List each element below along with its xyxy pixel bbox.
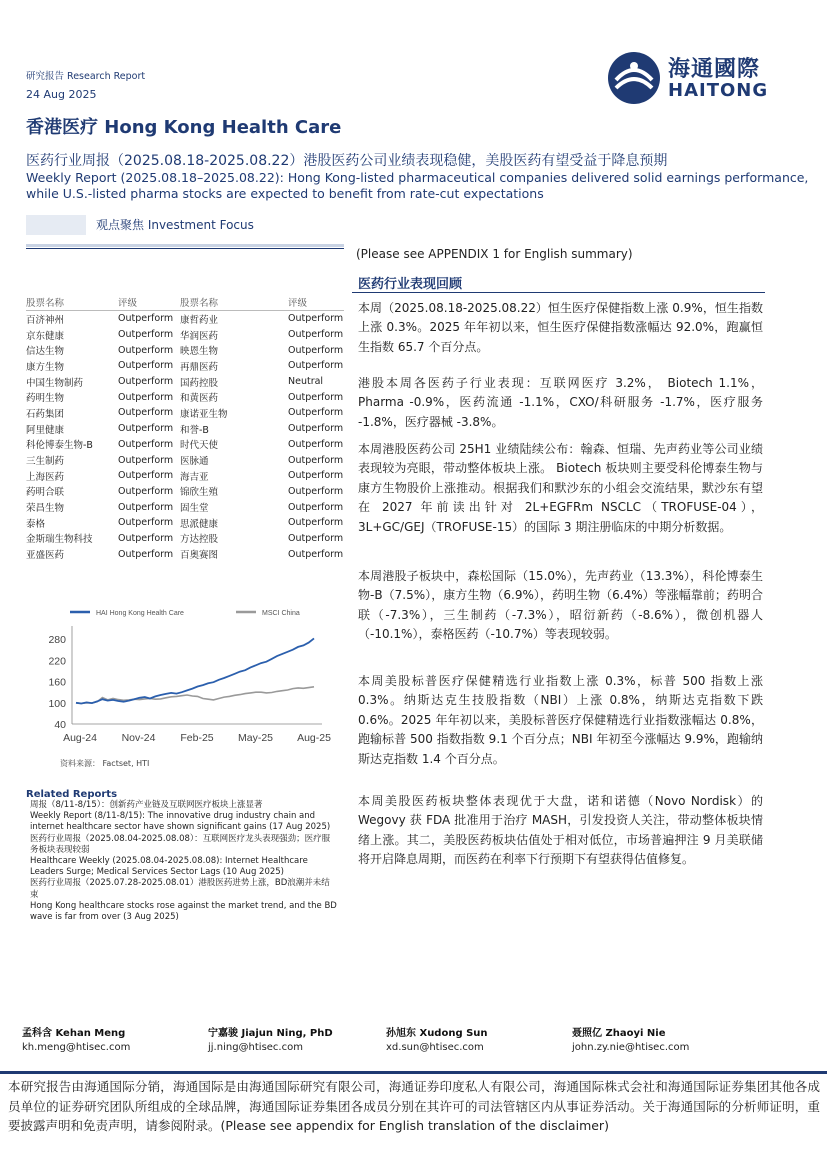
stock-name: 百济神州 (26, 314, 65, 326)
stock-rating: Outperform (288, 407, 344, 419)
stock-rating: Outperform (288, 454, 344, 466)
series-line-msci-china (76, 687, 314, 704)
related-report-item[interactable]: Hong Kong healthcare stocks rose against the market trend, and the BD wave is far from over (3 Aug 2025) (30, 900, 337, 923)
stock-rating: Outperform (288, 470, 344, 482)
stock-name: 方达控股 (180, 534, 219, 546)
stock-name: 映恩生物 (180, 346, 219, 358)
stock-name: 锦欣生殖 (180, 487, 219, 499)
stock-rating: Outperform (288, 501, 344, 513)
focus-bar (26, 215, 86, 235)
stock-rating: Outperform (118, 423, 174, 435)
paragraph-4: 本周港股子板块中，森松国际（15.0%），先声药业（13.3%），科伦博泰生物-B（7.5%），康方生物（6.9%），药明生物（6.4%）等涨幅靠前；药明合联（-7.3%），三生制药（-7.3%），昭衍新药（-8.6%），微创机器人（-10.1%），泰格医药（-10.7%）等表现较弱。 (358, 569, 763, 642)
table-row (26, 311, 344, 327)
stock-rating: Outperform (118, 454, 174, 466)
stock-rating: Outperform (118, 470, 174, 482)
stock-name: 中国生物制药 (26, 377, 84, 389)
stock-name: 和黄医药 (180, 393, 219, 405)
stock-rating: Outperform (118, 360, 174, 372)
analyst-1 (22, 1027, 130, 1055)
table-row (26, 342, 344, 358)
stock-rating: Outperform (288, 423, 344, 435)
stock-rating: Outperform (118, 376, 174, 388)
stock-name: 华润医药 (180, 330, 219, 342)
title-cn: 医药行业周报（2025.08.18-2025.08.22）港股医药公司业绩表现稳健，美股医药有望受益于降息预期 (26, 153, 668, 169)
related-report-item[interactable]: Weekly Report (8/11-8/15): The innovative drug industry chain and internet healthcare sector have shown significant gains (17 Aug 2025) (30, 811, 331, 833)
stock-name: 国药控股 (180, 377, 219, 389)
report-date: 24 Aug 2025 (26, 88, 97, 101)
y-tick-label: 100 (48, 697, 66, 710)
x-tick-label: Aug-24 (63, 732, 97, 744)
stock-name: 石药集团 (26, 408, 65, 420)
section-title: 医药行业表现回顾 (358, 277, 463, 292)
paragraph-3: 本周港股医药公司 25H1 业绩陆续公布：翰森、恒瑞、先声药业等公司业绩表现较为亮眼，带动整体板块上涨。 Biotech 板块则主要受科伦博泰生物与康方生物股价上涨推动。根据我们和默沙东的小组会交流结果，默沙东有望在 2027 年前读出针对 2L+EGFRm NSCLC（TROFUSE-04），3L+GC/GEJ（TROFUSE-15）的国际 3 期注册临床的中期分析数据。 (358, 442, 763, 534)
stock-name: 再鼎医药 (180, 361, 219, 373)
stock-name: 海吉亚 (180, 471, 209, 483)
disclaimer: 本研究报告由海通国际分销，海通国际是由海通国际研究有限公司，海通证券印度私人有限公司，海通国际株式会社和海通国际证券集团其他各成员单位的证券研究团队所组成的全球品牌，海通国际证券集团各成员分别在其许可的司法管辖区内从事证券活动。关于海通国际的分析师证明，重要披露声明和免责声明，请参阅附录。(Please see appendix for English translation of the disclaimer) (8, 1079, 820, 1133)
y-tick-label: 220 (48, 655, 66, 668)
logo-en: HAITONG (668, 80, 769, 101)
stock-name: 信达生物 (26, 346, 65, 358)
haitong-logo-icon (606, 50, 662, 106)
stock-rating: Outperform (118, 329, 174, 341)
stock-rating: Outperform (288, 532, 344, 544)
related-report-item[interactable]: Healthcare Weekly (2025.08.04-2025.08.08): Internet Healthcare Leaders Surge; Medical Services Sector Lags (10 Aug 2025) (30, 856, 308, 878)
table-row (26, 405, 344, 421)
stock-rating: Outperform (118, 517, 174, 529)
stock-rating: Outperform (118, 532, 174, 544)
left-divider-line (26, 248, 344, 249)
stock-name: 固生堂 (180, 503, 209, 515)
stock-name: 科伦博泰生物-B (26, 440, 93, 452)
stock-name: 时代天使 (180, 440, 219, 452)
header-stock-1: 股票名称 (26, 294, 118, 311)
stock-name: 阿里健康 (26, 424, 65, 436)
related-report-item[interactable]: 医药行业周报（2025.08.04-2025.08.08）：互联网医疗龙头表现强劲；医疗服务板块表现较弱 (30, 833, 331, 855)
related-report-item[interactable]: 医药行业周报（2025.07.28-2025.08.01）港股医药进势上涨，BD浪潮并未结束 (30, 878, 330, 900)
table-row (26, 531, 344, 547)
chart-source: 资料来源： Factset, HTI (60, 759, 150, 768)
stock-rating: Outperform (288, 391, 344, 403)
table-row (26, 437, 344, 453)
table-row (26, 484, 344, 500)
legend-label: HAI Hong Kong Health Care (96, 610, 184, 617)
stock-name: 百奥赛图 (180, 550, 219, 562)
footer-divider (0, 1071, 827, 1074)
paragraph-6: 本周美股医药板块整体表现优于大盘，诺和诺德（Novo Nordisk）的 Wegovy 获 FDA 批准用于治疗 MASH，引发投资人关注，带动整体板块情绪上涨。其二，美股医药板块估值处于相对低位，市场普遍押注 9 月美联储将开启降息周期，而医药在利率下行预期下有望获得估值修复。 (358, 794, 763, 867)
stock-rating: Outperform (118, 548, 174, 560)
stock-rating: Neutral (288, 376, 324, 388)
y-tick-label: 280 (48, 634, 66, 647)
stock-name: 亚盛医药 (26, 550, 65, 562)
stock-name: 上海医药 (26, 471, 65, 483)
stock-rating: Outperform (288, 313, 344, 325)
stock-rating: Outperform (118, 313, 174, 325)
stock-name: 药明生物 (26, 393, 65, 405)
stock-name: 康诺亚生物 (180, 408, 228, 420)
analyst-name: 孟科含 Kehan Meng (22, 1028, 126, 1039)
analyst-email[interactable]: jj.ning@htisec.com (208, 1042, 303, 1053)
stock-rating: Outperform (288, 438, 344, 450)
table-row (26, 515, 344, 531)
header-stock-2: 股票名称 (180, 294, 288, 311)
stock-rating: Outperform (288, 517, 344, 529)
stock-name: 医脉通 (180, 456, 209, 468)
stock-rating: Outperform (118, 501, 174, 513)
table-row (26, 327, 344, 343)
haitong-logo (606, 50, 776, 106)
related-report-item[interactable]: 周报（8/11-8/15）：创新药产业链及互联网医疗板块上涨显著 (30, 800, 263, 810)
stock-rating: Outperform (118, 344, 174, 356)
legend-label: MSCI China (262, 610, 300, 617)
stock-name: 和誉-B (180, 424, 209, 436)
stock-rating: Outperform (288, 360, 344, 372)
stock-rating: Outperform (118, 438, 174, 450)
stock-name: 三生制药 (26, 456, 65, 468)
ratings-header-row (26, 294, 344, 311)
stock-rating: Outperform (288, 329, 344, 341)
sector-title: 香港医疗 Hong Kong Health Care (26, 117, 342, 138)
focus-label: 观点聚焦 Investment Focus (96, 218, 254, 232)
analyst-4 (572, 1027, 689, 1055)
x-tick-label: Nov-24 (121, 732, 156, 744)
series-line-hai-hk-health-care (76, 638, 314, 703)
ratings-body (26, 311, 344, 563)
table-row (26, 389, 344, 405)
stock-name: 金斯瑞生物科技 (26, 534, 93, 546)
stock-name: 荣昌生物 (26, 503, 65, 515)
paragraph-2: 港股本周各医药子行业表现：互联网医疗 3.2%， Biotech 1.1%， Pharma -0.9%，医药流通 -1.1%，CXO/科研服务 -1.7%，医疗服务 -1.8%，医疗器械 -3.8%。 (358, 376, 763, 429)
analyst-email[interactable]: john.zy.nie@htisec.com (572, 1042, 690, 1053)
table-row (26, 421, 344, 437)
table-row (26, 499, 344, 515)
stock-name: 京东健康 (26, 330, 65, 342)
analyst-name: 聂照亿 Zhaoyi Nie (572, 1028, 666, 1039)
header-rating-1: 评级 (118, 294, 180, 311)
x-tick-label: May-25 (237, 732, 274, 744)
stock-name: 康哲药业 (180, 314, 219, 326)
header-rating-2: 评级 (288, 294, 344, 311)
title-en: Weekly Report (2025.08.18–2025.08.22): Hong Kong-listed pharmaceutical companies delivered solid earnings performance, while U.S.-listed pharma stocks are expected to benefit from rate-cut expectations (26, 170, 809, 201)
stock-rating: Outperform (118, 485, 174, 497)
stock-name: 康方生物 (26, 361, 65, 373)
table-row (26, 358, 344, 374)
paragraph-5: 本周美股标普医疗保健精选行业指数上涨 0.3%，标普 500 指数上涨 0.3%。纳斯达克生技股指数（NBI）上涨 0.8%，纳斯达克指数下跌 0.6%。2025 年年初以来，美股标普医疗保健精选行业指数涨幅达 0.8%，跑输标普 500 指数指数 9.1 个百分点；NBI 年初至今涨幅达 9.9%，跑输纳斯达克指数 1.4 个百分点。 (358, 674, 763, 766)
logo-cn: 海通國際 (668, 57, 761, 82)
stock-name: 药明合联 (26, 487, 65, 499)
table-row (26, 546, 344, 562)
appendix-note: (Please see APPENDIX 1 for English summary) (356, 247, 633, 261)
analyst-2 (208, 1027, 333, 1055)
related-reports-list (26, 800, 338, 923)
analyst-name: 宁嘉骏 Jiajun Ning, PhD (208, 1028, 333, 1039)
section-divider (352, 292, 765, 293)
analyst-email[interactable]: xd.sun@htisec.com (386, 1042, 484, 1053)
table-row (26, 374, 344, 390)
left-divider (26, 244, 344, 247)
report-type: 研究报告 Research Report (26, 71, 146, 82)
stock-name: 泰格 (26, 518, 46, 530)
x-tick-label: Feb-25 (180, 732, 214, 744)
y-tick-label: 40 (54, 719, 66, 731)
analyst-name: 孙旭东 Xudong Sun (386, 1028, 488, 1039)
table-row (26, 452, 344, 468)
related-reports-title: Related Reports (26, 789, 118, 800)
stock-rating: Outperform (288, 548, 344, 560)
stock-name: 思派健康 (180, 518, 219, 530)
y-tick-label: 160 (48, 676, 66, 689)
stock-rating: Outperform (288, 485, 344, 497)
ratings-table (26, 294, 344, 562)
stock-rating: Outperform (118, 407, 174, 419)
analyst-3 (386, 1027, 488, 1055)
performance-chart (26, 604, 344, 754)
table-row (26, 468, 344, 484)
analyst-email[interactable]: kh.meng@htisec.com (22, 1042, 131, 1053)
x-tick-label: Aug-25 (297, 732, 331, 744)
paragraph-1: 本周（2025.08.18-2025.08.22）恒生医疗保健指数上涨 0.9%，恒生指数上涨 0.3%。2025 年年初以来，恒生医疗保健指数涨幅达 92.0%，跑赢恒生指数 65.7 个百分点。 (358, 301, 763, 354)
stock-rating: Outperform (118, 391, 174, 403)
stock-rating: Outperform (288, 344, 344, 356)
